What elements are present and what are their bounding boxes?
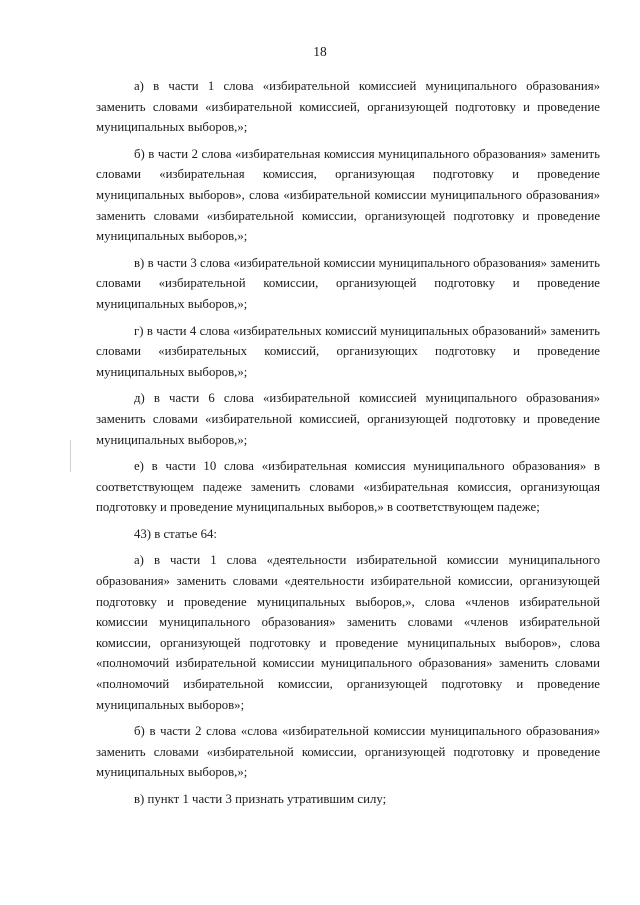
paragraph-42b: б) в части 2 слова «избирательная комиссия муниципального образования» заменить словами «избирательная комиссия, организующая подготовку и проведение муниципальных выборов», слова «избирательной комиссии муниципального образования» заменить словами «избирательной комиссии, организующей подготовку и проведение муниципальных выборов,»;: [96, 146, 600, 244]
paragraph-42d: г) в части 4 слова «избирательных комиссий муниципальных образований» заменить словами «избирательных комиссий, организующих подготовку и проведение муниципальных выборов,»;: [96, 323, 600, 379]
document-body: [96, 76, 600, 816]
scan-margin-mark: [70, 440, 71, 472]
paragraph-43a: а) в части 1 слова «деятельности избирательной комиссии муниципального образования» заменить словами «деятельности избирательной комиссии, организующей подготовку и проведение муниципальных выборов,», слова «членов избирательной комиссии муниципального образования» заменить словами «членов избирательной комиссии, организующей подготовку и проведение муниципальных выборов», слова «полномочий избирательной комиссии муниципального образования» заменить словами «полномочий избирательной комиссии, организующей подготовку и проведение муниципальных выборов»;: [96, 553, 600, 712]
paragraph-43b: б) в части 2 слова «слова «избирательной комиссии муниципального образования» заменить словами «избирательной комиссии, организующей подготовку и проведение муниципальных выборов,»;: [96, 724, 600, 780]
paragraph-42e: д) в части 6 слова «избирательной комиссией муниципального образования» заменить словами «избирательной комиссией, организующей подготовку и проведение муниципальных выборов,»;: [96, 391, 600, 447]
paragraph-42f: е) в части 10 слова «избирательная комиссия муниципального образования» в соответствующем падеже заменить словами «избирательная комиссия, организующая подготовку и проведение муниципальных выборов,» в соответствующем падеже;: [96, 459, 600, 515]
paragraph-42a: а) в части 1 слова «избирательной комиссией муниципального образования» заменить словами «избирательной комиссией, организующей подготовку и проведение муниципальных выборов,»;: [96, 79, 600, 135]
paragraph-42c: в) в части 3 слова «избирательной комиссии муниципального образования» заменить словами «избирательной комиссии, организующей подготовку и проведение муниципальных выборов,»;: [96, 255, 600, 311]
page-number: 18: [313, 44, 327, 59]
paragraph-43c: в) пункт 1 части 3 признать утратившим силу;: [134, 792, 387, 806]
paragraph-43-heading: 43) в статье 64:: [134, 526, 217, 541]
